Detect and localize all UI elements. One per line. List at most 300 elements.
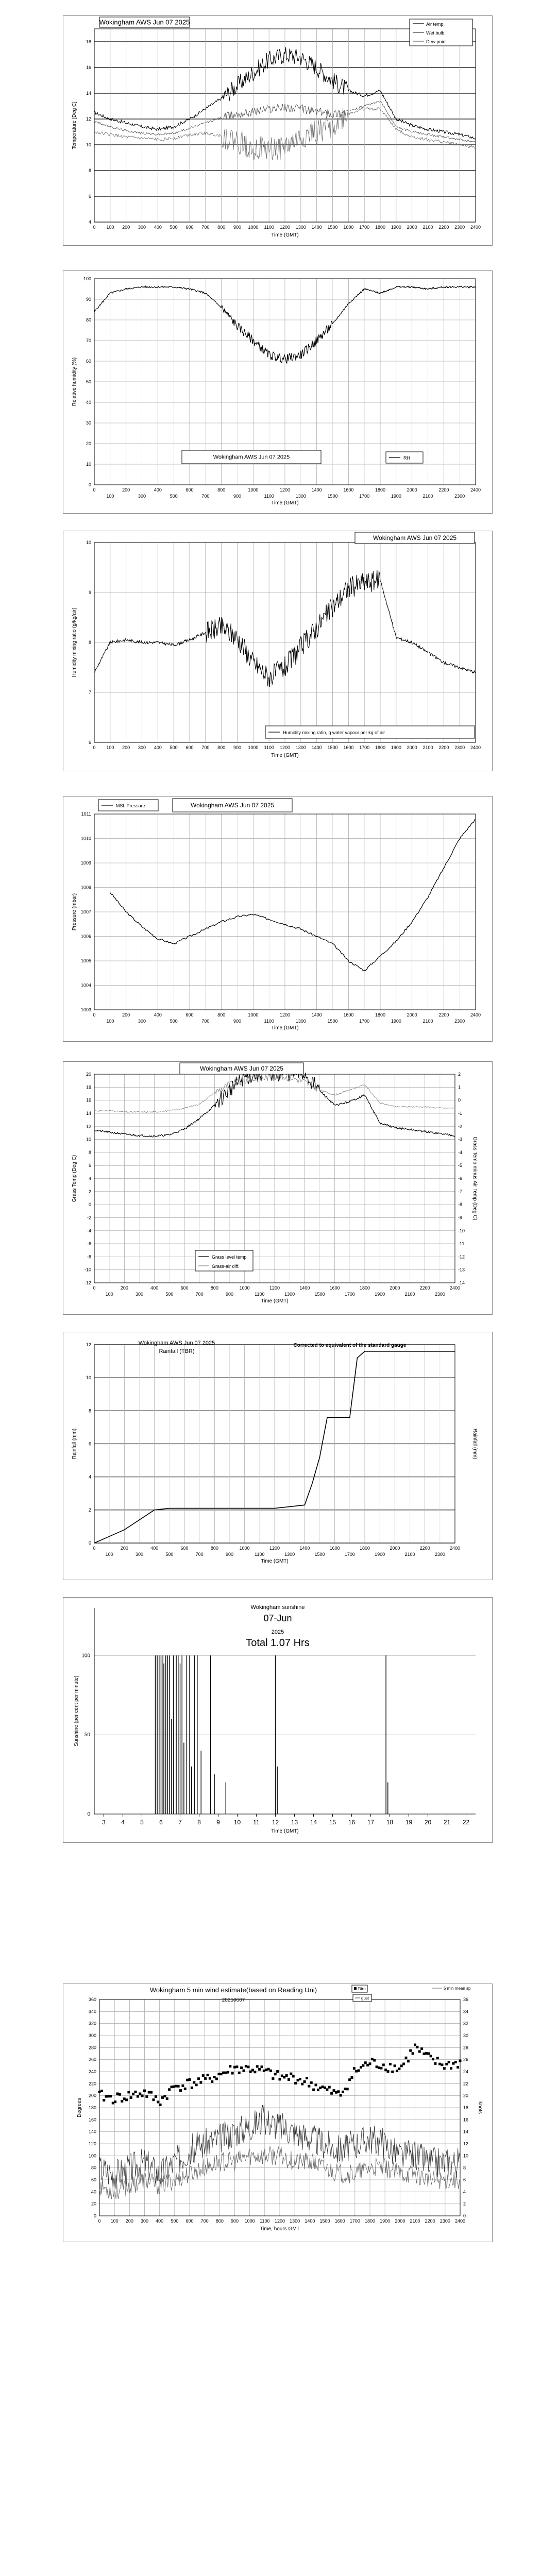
x-tick-label: 20 <box>424 1819 432 1826</box>
direction-point <box>303 2080 306 2083</box>
direction-point <box>274 2073 277 2075</box>
x-tick-label: 200 <box>122 745 130 750</box>
x-tick-label: 300 <box>138 745 146 750</box>
x-axis-label: Time (GMT) <box>271 1025 299 1031</box>
x-tick-label: 1700 <box>344 1292 355 1297</box>
direction-point <box>121 2100 123 2103</box>
x-tick-label: 1300 <box>284 1292 295 1297</box>
direction-point <box>382 2063 385 2066</box>
x-tick-label: 2300 <box>434 1552 445 1557</box>
direction-point <box>373 2059 376 2062</box>
y-axis-label: Degrees <box>77 2098 82 2117</box>
x-tick-label: 1800 <box>364 2218 376 2224</box>
direction-point <box>436 2057 439 2059</box>
direction-point <box>319 2087 322 2089</box>
x-tick-label: 1900 <box>375 1292 385 1297</box>
x-tick-label: 800 <box>215 2218 224 2224</box>
direction-point <box>235 2065 238 2068</box>
x-tick-label: 1000 <box>239 1546 250 1551</box>
y-right-tick-label: 12 <box>463 2141 469 2146</box>
x-tick-label: 2200 <box>438 487 449 493</box>
x-tick-label: 22 <box>462 1819 470 1826</box>
y-right-tick-label: -10 <box>458 1228 465 1233</box>
x-tick-label: 600 <box>180 1546 189 1551</box>
x-tick-label: 700 <box>195 1292 204 1297</box>
y-tick-label: 18 <box>86 1084 91 1090</box>
x-tick-label: 100 <box>105 1552 113 1557</box>
x-tick-label: 2300 <box>454 225 465 230</box>
y-tick-label: 14 <box>86 91 91 96</box>
y-tick-label: 9 <box>88 590 91 595</box>
legend-label: Wet bulb <box>426 30 445 36</box>
y-tick-label: -4 <box>87 1228 91 1233</box>
direction-point <box>292 2075 295 2077</box>
sunshine-chart <box>63 1597 493 1843</box>
direction-point <box>150 2091 153 2094</box>
y-tick-label: 240 <box>88 2069 96 2074</box>
x-tick-label: 2200 <box>419 1285 430 1291</box>
direction-point <box>222 2072 225 2074</box>
x-tick-label: 1200 <box>279 745 291 750</box>
chart-date: 20250607 <box>222 1997 245 2003</box>
x-tick-label: 1400 <box>311 1012 322 1018</box>
direction-point <box>434 2062 436 2065</box>
x-tick-label: 19 <box>405 1819 413 1826</box>
x-tick-label: 2200 <box>438 225 449 230</box>
y-tick-label: 1004 <box>80 982 91 988</box>
x-tick-label: 4 <box>121 1819 125 1826</box>
x-tick-label: 1500 <box>314 1552 325 1557</box>
x-tick-label: 1600 <box>334 2218 345 2224</box>
y-tick-label: 320 <box>88 2021 96 2026</box>
direction-point <box>310 2081 313 2084</box>
direction-point <box>173 2086 175 2088</box>
direction-point <box>163 2095 166 2097</box>
direction-point <box>240 2066 243 2069</box>
y-right-tick-label: -4 <box>458 1149 463 1155</box>
direction-point <box>360 2066 362 2069</box>
x-tick-label: 1900 <box>380 2218 391 2224</box>
x-tick-label: 1900 <box>391 745 401 750</box>
direction-point <box>402 2062 405 2065</box>
legend-label: Grass-air diff. <box>212 1264 240 1269</box>
y-right-tick-label: -2 <box>458 1124 463 1129</box>
x-tick-label: 2300 <box>434 1292 445 1297</box>
x-tick-label: 800 <box>217 745 226 750</box>
y-tick-label: 0 <box>87 1811 90 1817</box>
x-axis-label: Time, hours GMT <box>260 2226 300 2232</box>
direction-point <box>326 2088 328 2091</box>
direction-point <box>215 2078 218 2080</box>
y-tick-label: 6 <box>88 740 91 745</box>
y-right-tick-label: 24 <box>463 2069 469 2074</box>
y-tick-label: 100 <box>83 276 91 281</box>
x-tick-label: 1600 <box>343 745 354 750</box>
x-tick-label: 1100 <box>264 494 274 499</box>
direction-point <box>143 2090 146 2092</box>
direction-point <box>297 2079 299 2081</box>
y-tick-label: 60 <box>86 359 91 364</box>
x-tick-label: 1000 <box>239 1285 250 1291</box>
y-tick-label: 6 <box>88 194 91 199</box>
y-tick-label: 1007 <box>80 909 91 914</box>
x-tick-label: 0 <box>93 1012 96 1018</box>
direction-point <box>168 2088 171 2091</box>
x-tick-label: 900 <box>230 2218 239 2224</box>
direction-point <box>127 2091 130 2093</box>
direction-point <box>269 2070 272 2072</box>
wind-chart <box>63 1984 493 2242</box>
y-right-tick-label: -12 <box>458 1254 465 1260</box>
x-tick-label: 2000 <box>407 225 417 230</box>
x-tick-label: 1900 <box>391 1019 401 1024</box>
x-tick-label: 2400 <box>454 2218 466 2224</box>
x-tick-label: 2100 <box>422 1019 433 1024</box>
direction-point <box>376 2065 378 2068</box>
x-tick-label: 1700 <box>359 225 370 230</box>
legend-label: gust <box>361 1996 369 2001</box>
y-right-axis-label: Rainfall (mm) <box>472 1428 478 1460</box>
y-tick-label: 60 <box>91 2177 96 2182</box>
x-tick-label: 21 <box>443 1819 451 1826</box>
x-axis-label: Time (GMT) <box>261 1298 289 1304</box>
direction-point <box>398 2067 400 2070</box>
x-tick-label: 1500 <box>327 494 338 499</box>
x-tick-label: 1400 <box>311 487 322 493</box>
y-tick-label: 200 <box>88 2093 96 2098</box>
direction-point <box>380 2067 382 2070</box>
direction-point <box>457 2066 459 2069</box>
y-tick-label: 1008 <box>80 885 91 890</box>
direction-point <box>387 2070 390 2073</box>
x-tick-label: 900 <box>233 1019 242 1024</box>
direction-point <box>225 2072 227 2074</box>
y-tick-label: 50 <box>86 379 91 384</box>
x-tick-label: 18 <box>386 1819 394 1826</box>
x-tick-label: 1700 <box>359 1019 370 1024</box>
direction-point <box>355 2070 358 2073</box>
x-tick-label: 1900 <box>375 1552 385 1557</box>
x-tick-label: 1700 <box>344 1552 355 1557</box>
chart-title: Wokingham AWS Jun 07 2025 <box>138 1340 215 1346</box>
direction-point <box>141 2094 144 2097</box>
mixing-ratio-chart <box>63 531 493 771</box>
x-tick-label: 200 <box>122 487 130 493</box>
y-right-axis-label: Grass Temp minus Air Temp (Deg C) <box>472 1137 478 1221</box>
y-tick-label: 80 <box>91 2165 96 2171</box>
direction-point <box>233 2066 236 2069</box>
x-tick-label: 1600 <box>329 1285 340 1291</box>
y-tick-label: 20 <box>86 441 91 446</box>
direction-point <box>416 2046 418 2048</box>
x-tick-label: 2100 <box>422 494 433 499</box>
y-tick-label: 1010 <box>80 836 91 841</box>
direction-point <box>384 2069 387 2071</box>
y-tick-label: 0 <box>88 1202 91 1208</box>
y-right-tick-label: 22 <box>463 2081 469 2087</box>
x-tick-label: 600 <box>185 487 194 493</box>
x-tick-label: 0 <box>93 1546 96 1551</box>
y-tick-label: 1006 <box>80 934 91 939</box>
x-tick-label: 1200 <box>279 1012 291 1018</box>
x-tick-label: 2000 <box>390 1285 400 1291</box>
x-tick-label: 1600 <box>343 225 354 230</box>
chart-title: Wokingham AWS Jun 07 2025 <box>99 18 190 26</box>
y-right-tick-label: 32 <box>463 2021 469 2026</box>
y-right-tick-label: -13 <box>458 1267 465 1273</box>
x-tick-label: 500 <box>170 745 178 750</box>
direction-point <box>317 2089 319 2091</box>
y-tick-label: 70 <box>86 338 91 343</box>
x-tick-label: 2400 <box>470 1012 481 1018</box>
x-tick-label: 2100 <box>410 2218 420 2224</box>
y-tick-label: -2 <box>87 1215 91 1221</box>
x-tick-label: 0 <box>93 745 96 750</box>
chart-title: Wokingham AWS Jun 07 2025 <box>199 1065 284 1072</box>
direction-point <box>389 2063 392 2065</box>
x-tick-label: 1400 <box>311 745 322 750</box>
direction-point <box>132 2093 134 2095</box>
x-tick-label: 200 <box>122 1012 130 1018</box>
x-tick-label: 700 <box>201 225 210 230</box>
y-tick-label: 10 <box>86 462 91 467</box>
x-tick-label: 1600 <box>329 1546 340 1551</box>
x-tick-label: 600 <box>185 2218 194 2224</box>
x-tick-label: 900 <box>233 745 242 750</box>
y-tick-label: 12 <box>86 1342 91 1347</box>
x-tick-label: 2100 <box>404 1292 415 1297</box>
chart-date: 07-Jun <box>263 1613 292 1623</box>
x-tick-label: 500 <box>170 225 178 230</box>
direction-point <box>362 2064 364 2067</box>
x-tick-label: 2200 <box>438 1012 449 1018</box>
direction-point <box>159 2104 162 2106</box>
direction-point <box>211 2080 213 2083</box>
direction-point <box>394 2064 396 2067</box>
direction-point <box>189 2078 191 2081</box>
x-tick-label: 300 <box>135 1552 144 1557</box>
direction-point <box>283 2076 285 2078</box>
x-tick-label: 1100 <box>264 1019 274 1024</box>
x-tick-label: 5 <box>140 1819 144 1826</box>
direction-point <box>256 2065 259 2067</box>
direction-point <box>209 2077 211 2080</box>
y-axis-label: Temperature [Deg C] <box>72 101 77 149</box>
chart-title: Wokingham AWS Jun 07 2025 <box>190 802 275 809</box>
y-tick-label: 40 <box>86 400 91 405</box>
y-tick-label: 8 <box>88 1408 91 1414</box>
direction-point <box>294 2082 297 2084</box>
x-tick-label: 1100 <box>255 1552 265 1557</box>
y-right-tick-label: 2 <box>463 2201 466 2207</box>
y-tick-label: 300 <box>88 2033 96 2038</box>
y-right-tick-label: 1 <box>458 1084 461 1090</box>
y-tick-label: 16 <box>86 65 91 70</box>
direction-point <box>153 2098 155 2101</box>
y-tick-label: 0 <box>88 1540 91 1546</box>
direction-point <box>184 2088 187 2090</box>
legend-label: Dew point <box>426 39 447 44</box>
y-tick-label: 40 <box>91 2189 96 2195</box>
x-tick-label: 2000 <box>407 745 417 750</box>
x-tick-label: 100 <box>106 1019 114 1024</box>
direction-point <box>425 2052 428 2055</box>
x-tick-label: 100 <box>106 494 114 499</box>
y-tick-label: 20 <box>86 1072 91 1077</box>
direction-point <box>175 2085 177 2088</box>
y-tick-label: 10 <box>86 1137 91 1142</box>
y-right-tick-label: 16 <box>463 2117 469 2123</box>
direction-point <box>328 2086 331 2089</box>
y-tick-label: 100 <box>81 1653 90 1659</box>
y-right-tick-label: 0 <box>458 1097 461 1103</box>
direction-point <box>351 2076 353 2079</box>
x-tick-label: 1900 <box>391 225 401 230</box>
y-tick-label: 10 <box>86 540 91 545</box>
direction-point <box>181 2084 184 2087</box>
direction-point <box>312 2089 315 2091</box>
y-axis-label: Sunshine (per cent per minute) <box>74 1675 79 1747</box>
direction-point <box>263 2070 265 2072</box>
chart-note: Corrected to equivalent of the standard gauge <box>293 1343 407 1348</box>
x-tick-label: 900 <box>233 225 242 230</box>
chart-title: Wokingham sunshine <box>250 1604 305 1611</box>
chart-title: Wokingham AWS Jun 07 2025 <box>373 534 457 541</box>
y-right-tick-label: 0 <box>463 2213 466 2218</box>
direction-point <box>119 2093 121 2096</box>
x-tick-label: 200 <box>122 225 130 230</box>
direction-point <box>342 2091 344 2093</box>
x-tick-label: 1400 <box>311 225 322 230</box>
x-tick-label: 15 <box>329 1819 336 1826</box>
x-tick-label: 1000 <box>248 745 259 750</box>
x-tick-label: 900 <box>233 494 242 499</box>
x-tick-label: 1700 <box>359 494 370 499</box>
y-right-tick-label: -7 <box>458 1189 463 1194</box>
y-tick-label: 0 <box>93 2213 96 2218</box>
direction-point <box>202 2074 205 2077</box>
y-tick-label: 160 <box>88 2117 96 2123</box>
direction-point <box>179 2089 182 2092</box>
direction-point <box>204 2077 207 2080</box>
x-tick-label: 2100 <box>422 745 433 750</box>
y-axis-label: Humidity mixing ratio (g/kg/air) <box>72 607 77 677</box>
direction-point <box>98 2091 101 2093</box>
x-tick-label: 400 <box>156 2218 164 2224</box>
x-tick-label: 7 <box>178 1819 182 1826</box>
direction-point <box>251 2069 254 2072</box>
direction-point <box>171 2086 173 2088</box>
x-tick-label: 1100 <box>260 2218 270 2224</box>
x-tick-label: 1800 <box>375 487 386 493</box>
direction-point <box>186 2079 189 2081</box>
x-axis-label: Time (GMT) <box>271 1828 299 1834</box>
y-right-tick-label: 14 <box>463 2129 469 2134</box>
y-tick-label: -8 <box>87 1254 91 1260</box>
direction-point <box>243 2070 245 2072</box>
y-right-tick-label: 4 <box>463 2189 466 2195</box>
y-tick-label: 2 <box>88 1189 91 1194</box>
x-tick-label: 1200 <box>279 487 291 493</box>
direction-point <box>423 2053 426 2055</box>
chart-subtitle: Rainfall (TBR) <box>159 1348 195 1354</box>
y-tick-label: 4 <box>88 219 91 225</box>
x-tick-label: 200 <box>120 1285 128 1291</box>
x-tick-label: 1900 <box>391 494 401 499</box>
direction-point <box>177 2085 180 2088</box>
x-axis-label: Time (GMT) <box>261 1558 289 1564</box>
x-tick-label: 1800 <box>375 1012 386 1018</box>
y-right-tick-label: 34 <box>463 2009 469 2014</box>
chart-title: Wokingham AWS Jun 07 2025 <box>213 454 290 461</box>
x-tick-label: 600 <box>185 745 194 750</box>
x-tick-label: 2000 <box>407 487 417 493</box>
x-tick-label: 400 <box>150 1546 159 1551</box>
direction-point <box>231 2072 234 2075</box>
x-tick-label: 700 <box>195 1552 204 1557</box>
y-tick-label: 140 <box>88 2129 96 2134</box>
y-right-tick-label: 28 <box>463 2045 469 2050</box>
x-tick-label: 1000 <box>248 487 259 493</box>
direction-point <box>125 2098 128 2101</box>
y-tick-label: 14 <box>86 1110 91 1116</box>
x-tick-label: 1500 <box>327 745 338 750</box>
x-tick-label: 500 <box>165 1552 174 1557</box>
direction-point <box>229 2065 231 2067</box>
grass-temperature-chart <box>63 1061 493 1315</box>
direction-point <box>452 2062 454 2065</box>
direction-point <box>443 2067 446 2070</box>
x-tick-label: 1300 <box>284 1552 295 1557</box>
x-tick-label: 1100 <box>255 1292 265 1297</box>
y-axis-label: Rainfall (mm) <box>72 1428 77 1460</box>
direction-point <box>450 2067 452 2070</box>
x-tick-label: 1000 <box>244 2218 255 2224</box>
x-tick-label: 800 <box>217 1012 226 1018</box>
direction-point <box>191 2087 193 2089</box>
direction-point <box>335 2091 337 2094</box>
y-tick-label: 1011 <box>81 811 91 817</box>
direction-point <box>238 2072 241 2074</box>
x-tick-label: 1000 <box>248 1012 259 1018</box>
y-right-tick-label: 2 <box>458 1072 461 1077</box>
x-tick-label: 1300 <box>290 2218 300 2224</box>
x-tick-label: 600 <box>185 1012 194 1018</box>
y-right-axis-label: knots <box>477 2102 483 2114</box>
x-tick-label: 1600 <box>343 487 354 493</box>
direction-point <box>112 2102 114 2105</box>
x-tick-label: 2300 <box>454 745 465 750</box>
legend-label: MSL Pressure <box>116 803 145 808</box>
direction-point <box>430 2055 432 2057</box>
direction-point <box>315 2083 317 2086</box>
direction-point <box>330 2092 333 2095</box>
y-tick-label: 8 <box>88 168 91 173</box>
direction-point <box>418 2050 421 2053</box>
x-tick-label: 1000 <box>248 225 259 230</box>
x-tick-label: 2400 <box>470 487 481 493</box>
x-tick-label: 1800 <box>375 745 386 750</box>
x-tick-label: 100 <box>110 2218 119 2224</box>
y-tick-label: 1009 <box>80 860 91 866</box>
temperature-chart <box>63 15 493 246</box>
y-tick-label: 1005 <box>80 958 91 963</box>
y-tick-label: 50 <box>84 1732 90 1738</box>
y-right-tick-label: 6 <box>463 2177 466 2182</box>
y-right-tick-label: 30 <box>463 2033 469 2038</box>
direction-point <box>195 2083 198 2086</box>
direction-point <box>116 2092 119 2095</box>
